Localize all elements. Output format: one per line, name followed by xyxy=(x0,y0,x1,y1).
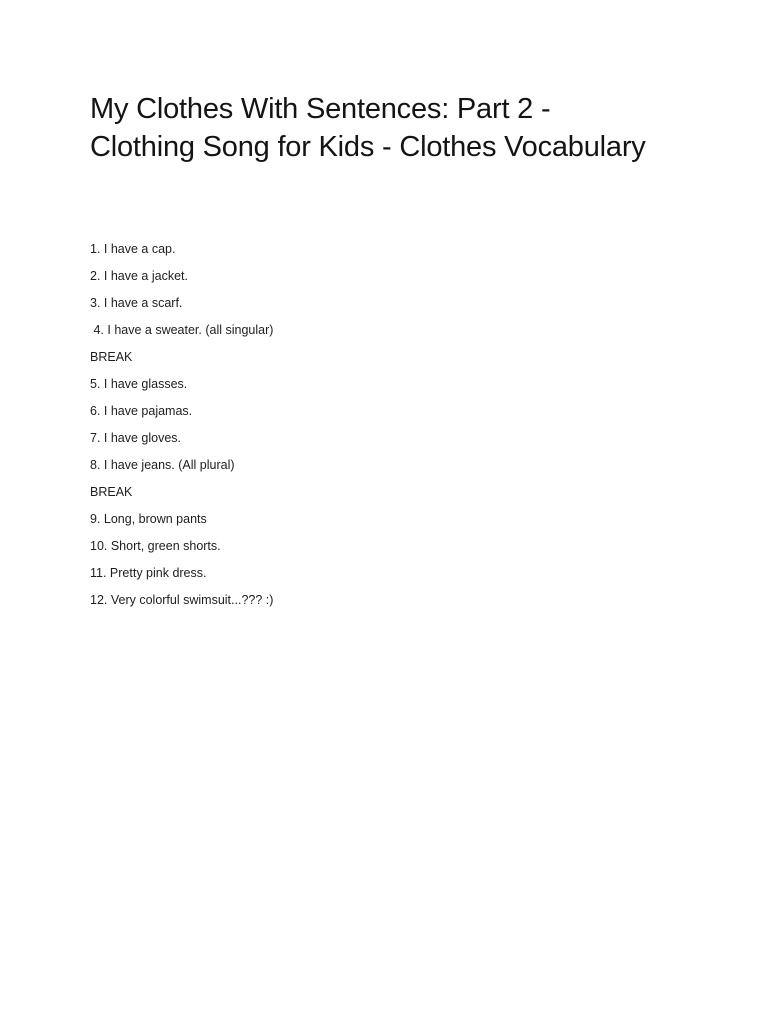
list-item: 5. I have glasses. xyxy=(90,377,188,391)
list-item: 6. I have pajamas. xyxy=(90,404,193,418)
list-item: 12. Very colorful swimsuit...??? :) xyxy=(90,593,274,607)
title-line-1: My Clothes With Sentences: Part 2 - xyxy=(90,93,551,125)
lyrics-list xyxy=(90,239,273,617)
list-item: 2. I have a jacket. xyxy=(90,269,188,283)
break-marker: BREAK xyxy=(90,350,133,364)
page-title xyxy=(90,90,730,166)
list-item: 8. I have jeans. (All plural) xyxy=(90,458,235,472)
list-item: 10. Short, green shorts. xyxy=(90,539,221,553)
list-item: 9. Long, brown pants xyxy=(90,512,207,526)
list-item: 4. I have a sweater. (all singular) xyxy=(90,323,274,337)
title-line-2: Clothing Song for Kids - Clothes Vocabulary xyxy=(90,131,646,163)
list-item: 7. I have gloves. xyxy=(90,431,182,445)
list-item: 1. I have a cap. xyxy=(90,242,176,256)
list-item: 3. I have a scarf. xyxy=(90,296,183,310)
list-item: 11. Pretty pink dress. xyxy=(90,566,207,580)
break-marker: BREAK xyxy=(90,485,133,499)
